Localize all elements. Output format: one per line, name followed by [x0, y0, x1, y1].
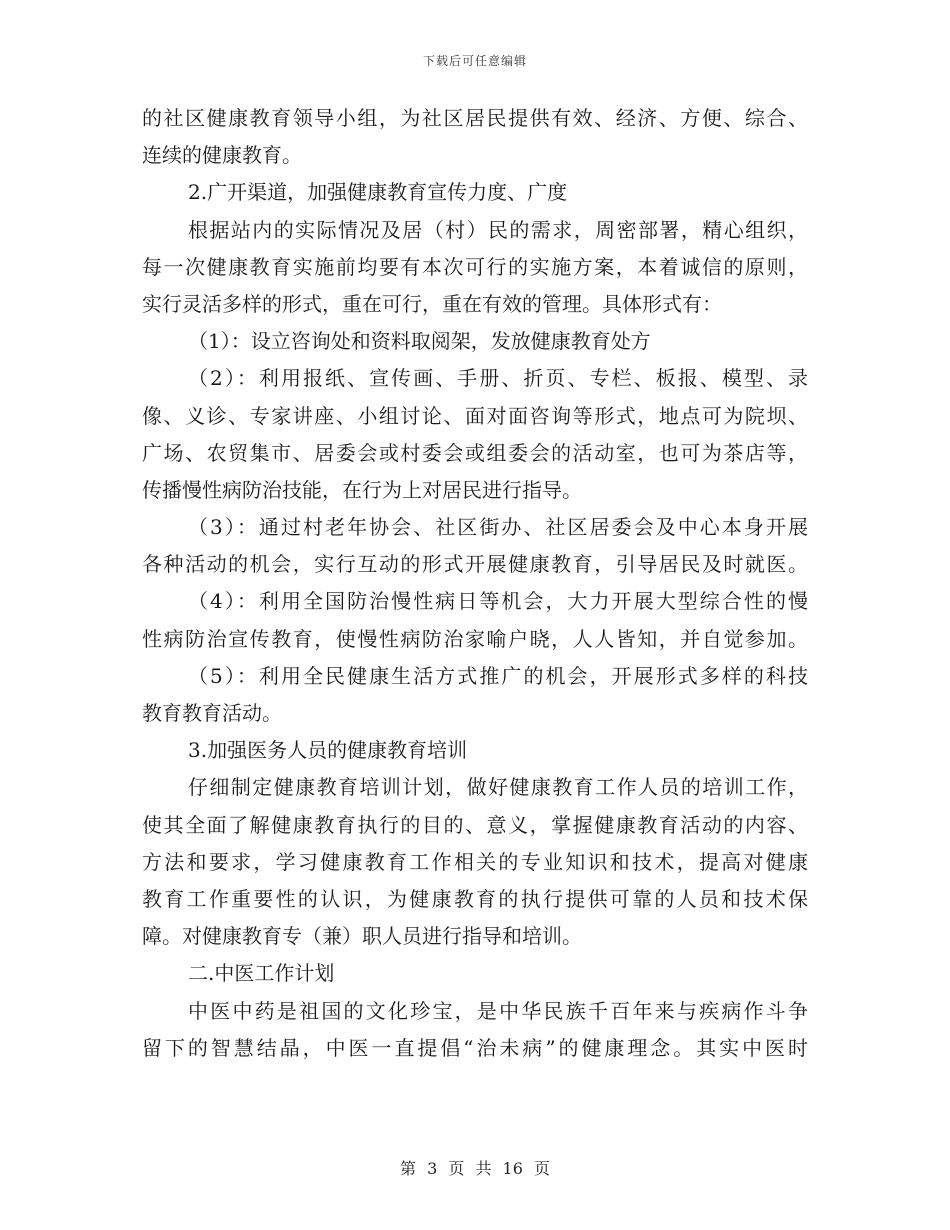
page-header: 下载后可任意编辑	[422, 54, 527, 68]
text-line: 教育工作重要性的认识，为健康教育的执行提供可靠的人员和技术保	[142, 886, 808, 911]
text-line: 各种活动的机会，实行互动的形式开展健康教育，引导居民及时就医。	[142, 552, 808, 577]
text-line: 的社区健康教育领导小组，为社区居民提供有效、经济、方便、综合、	[142, 106, 808, 130]
text-line: 像、义诊、专家讲座、小组讨论、面对面咨询等形式，地点可为院坝、	[142, 403, 808, 428]
text-line: （2）：利用报纸、宣传画、手册、折页、专栏、板报、模型、录	[188, 366, 808, 391]
text-line: 传播慢性病防治技能，在行为上对居民进行指导。	[142, 477, 582, 502]
text-line: 方法和要求，学习健康教育工作相关的专业知识和技术，提高对健康	[142, 849, 808, 874]
text-line: 广场、农贸集市、居委会或村委会或组委会的活动室，也可为茶店等，	[142, 440, 808, 465]
text-line: 使其全面了解健康教育执行的目的、意义，掌握健康教育活动的内容、	[142, 812, 808, 837]
text-line: （3）：通过村老年协会、社区街办、社区居委会及中心本身开展	[188, 515, 808, 540]
text-line: （5）：利用全民健康生活方式推广的机会，开展形式多样的科技	[188, 663, 808, 688]
text-line: 中医中药是祖国的文化珍宝，是中华民族千百年来与疾病作斗争	[188, 998, 808, 1023]
document-body	[142, 100, 808, 1067]
text-line: 每一次健康教育实施前均要有本次可行的实施方案，本着诚信的原则，	[142, 254, 808, 279]
text-line: 二.中医工作计划	[188, 961, 335, 986]
text-line: 实行灵活多样的形式，重在可行，重在有效的管理。具体形式有：	[142, 291, 722, 316]
text-line: 3.加强医务人员的健康教育培训	[188, 738, 468, 763]
text-line: 仔细制定健康教育培训计划，做好健康教育工作人员的培训工作，	[188, 775, 808, 800]
text-line: （1）：设立咨询处和资料取阅架，发放健康教育处方	[188, 329, 651, 354]
text-line: 性病防治宣传教育，使慢性病防治家喻户晓，人人皆知，并自觉参加。	[142, 626, 808, 651]
text-line: 障。对健康教育专（兼）职人员进行指导和培训。	[142, 924, 582, 949]
text-line: 连续的健康教育。	[142, 143, 302, 168]
text-line: （4）：利用全国防治慢性病日等机会，大力开展大型综合性的慢	[188, 589, 808, 614]
page-footer: 第 3 页 共 16 页	[400, 1159, 550, 1178]
text-line: 留下的智慧结晶，中医一直提倡“治未病”的健康理念。其实中医时	[142, 1035, 808, 1060]
text-line: 教育教育活动。	[142, 701, 282, 725]
text-line: 根据站内的实际情况及居（村）民的需求，周密部署，精心组织，	[188, 217, 808, 242]
text-line: 2.广开渠道，加强健康教育宣传力度、广度	[188, 180, 568, 205]
